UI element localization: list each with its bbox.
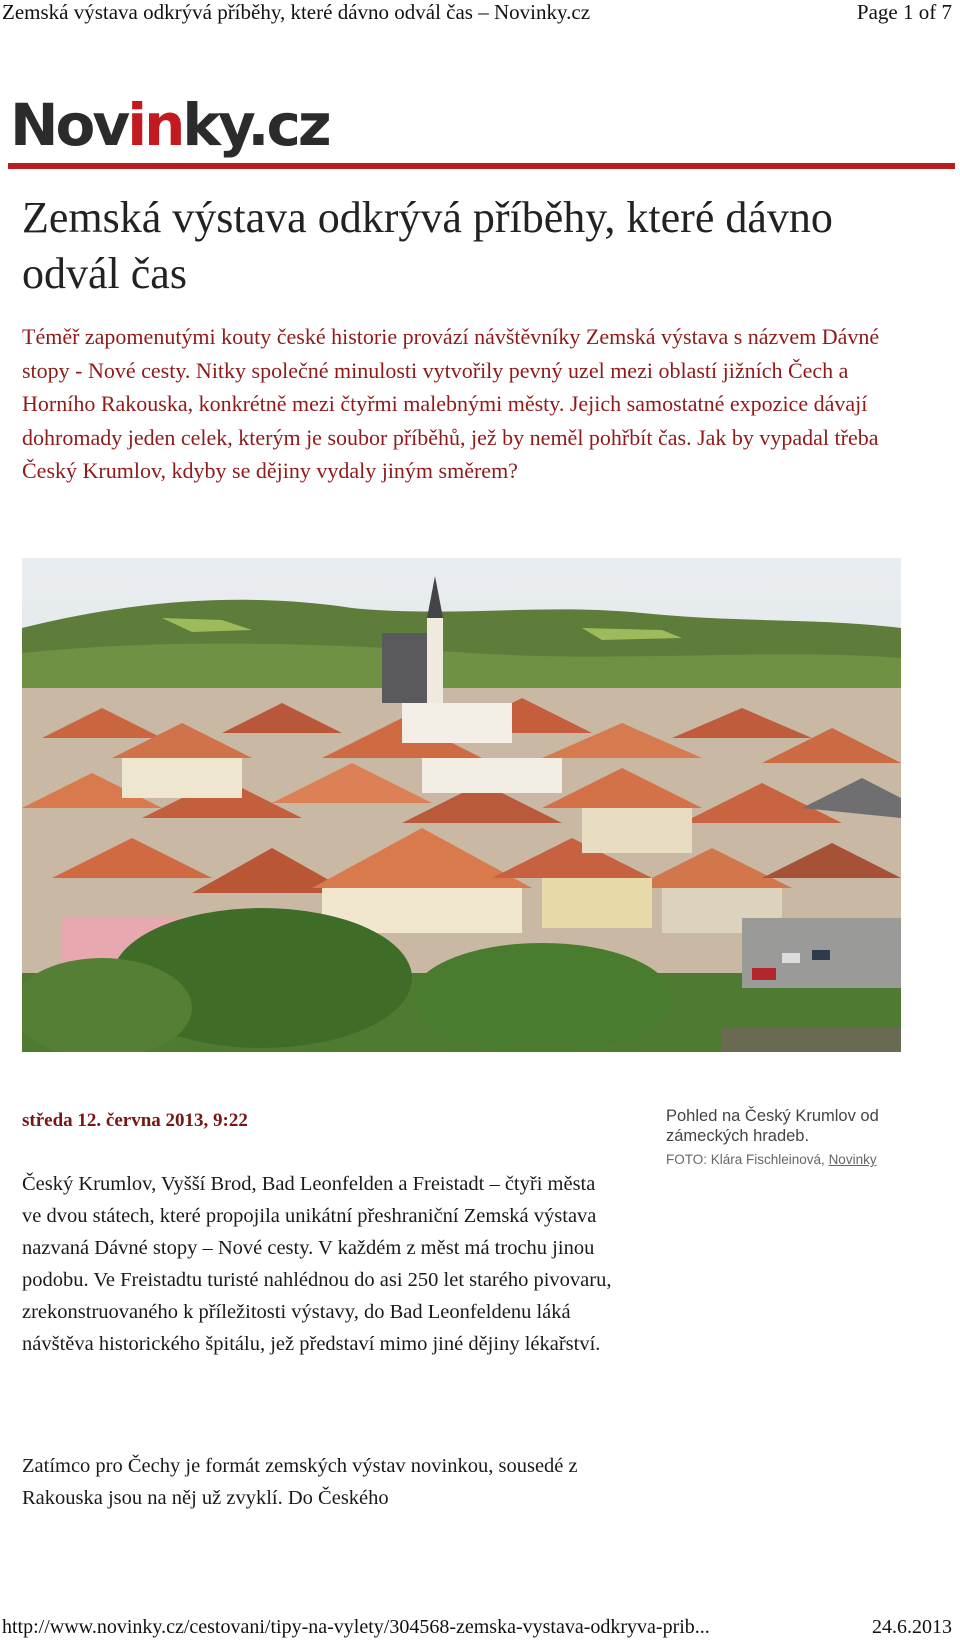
logo-divider [8, 163, 955, 169]
article-photo[interactable] [22, 558, 901, 1052]
article-paragraph: Zatímco pro Čechy je formát zemských výstav novinkou, sousedé z Rakouska jsou na něj už zvyklí. Do Českého [22, 1455, 578, 1509]
photo-caption: Pohled na Český Krumlov od zámeckých hradeb. [666, 1107, 879, 1145]
article-dateline: středa 12. června 2013, 9:22 [22, 1110, 248, 1131]
print-date: 24.6.2013 [872, 1616, 952, 1638]
logo-text-accent: in [127, 91, 183, 159]
logo-text-start: Nov [10, 91, 128, 159]
photo-caption-block [666, 1106, 926, 1167]
logo-text-end: ky.cz [182, 91, 329, 159]
print-footer [0, 1615, 960, 1640]
print-url: http://www.novinky.cz/cestovani/tipy-na-vylety/304568-zemska-vystava-odkryva-prib... [2, 1616, 710, 1638]
article-headline: Zemská výstava odkrývá příběhy, které dávno odvál čas [22, 193, 833, 298]
novinky-logo[interactable] [10, 91, 329, 159]
photo-credit [666, 1152, 926, 1167]
photo-credit-link[interactable]: Novinky [828, 1152, 877, 1167]
print-page-title: Zemská výstava odkrývá příběhy, které dávno odvál čas – Novinky.cz [2, 0, 591, 24]
article-paragraph: Český Krumlov, Vyšší Brod, Bad Leonfelden a Freistadt – čtyři města ve dvou státech, které propojila unikátní přeshraniční Zemská výstava nazvaná Dávné stopy – Nové cesty. V každém z měst má trochu jinou podobu. Ve Freistadtu turisté nahlédnou do asi 250 let starého pivovaru, zrekonstruovaného k příležitosti výstavy, do Bad Leonfeldenu láká návštěva historického špitálu, jež představí mimo jiné dějiny lékařství. [22, 1173, 612, 1355]
article-perex: Téměř zapomenutými kouty české historie provází návštěvníky Zemská výstava s názvem Dávné stopy - Nové cesty. Nitky společné minulosti vytvořily pevný uzel mezi oblastí jižních Čech a Horního Rakouska, konkrétně mezi čtyřmi malebnými městy. Jejich samostatné expozice dávají dohromady jeden celek, kterým je soubor příběhů, jež by neměl pohřbít čas. Jak by vypadal třeba Český Krumlov, kdyby se dějiny vydaly jiným směrem? [22, 324, 880, 483]
photo-credit-prefix: FOTO: Klára Fischleinová, [666, 1152, 829, 1167]
page-indicator: Page 1 of 7 [856, 0, 952, 24]
print-header [0, 0, 960, 26]
cesky-krumlov-photo-illustration [22, 558, 901, 1052]
